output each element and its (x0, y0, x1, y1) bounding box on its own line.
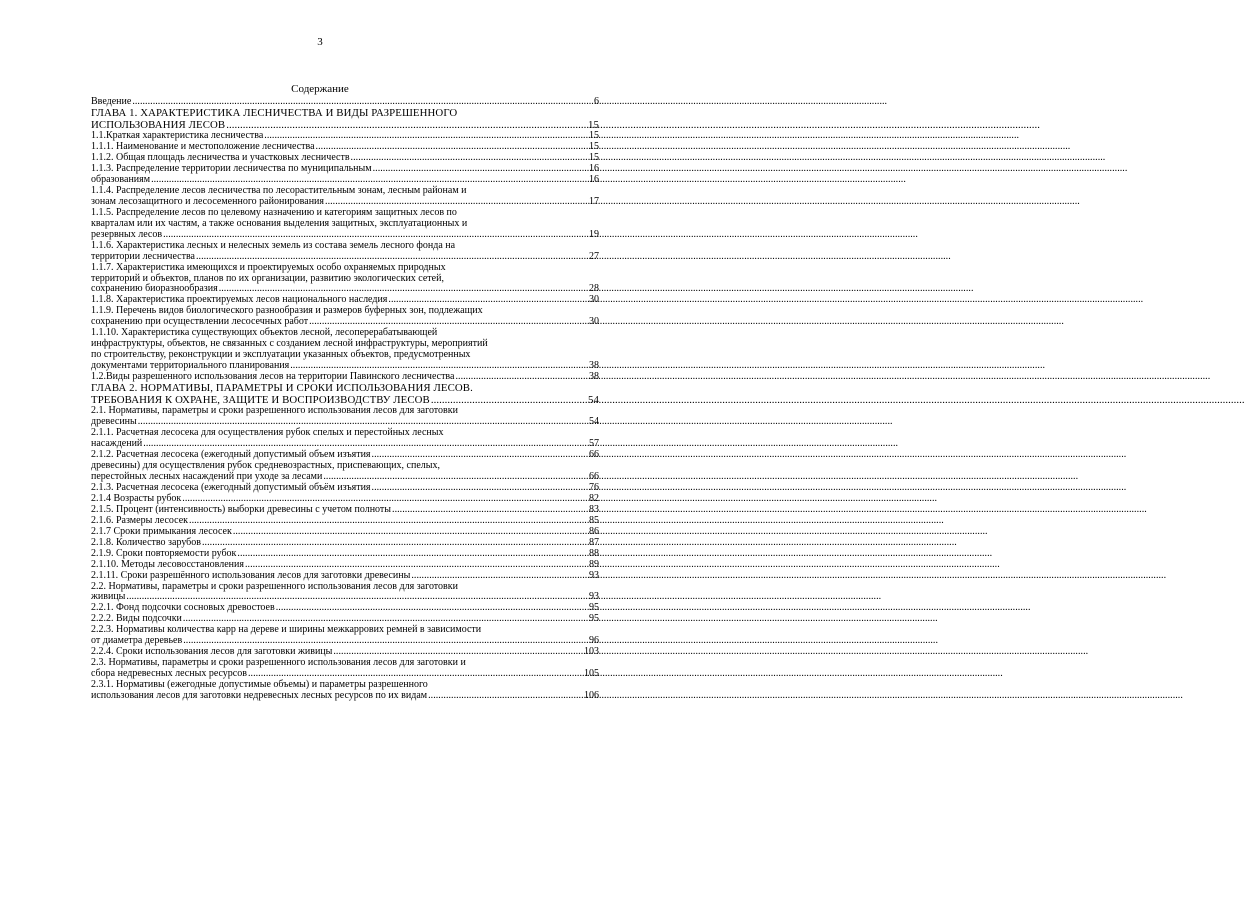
toc-page-number: 15 (589, 141, 599, 153)
toc-entry (91, 306, 599, 328)
toc-entry-text: 2.2.1. Фонд подсочки сосновых древостоев (91, 602, 275, 614)
toc-page-number: 95 (589, 602, 599, 614)
toc-page-number: 15 (589, 130, 599, 142)
toc-entry-text: резервных лесов (91, 228, 163, 240)
toc-entry (91, 241, 599, 263)
toc-entry-text: живицы (91, 591, 126, 603)
toc-page-number: 17 (589, 195, 599, 207)
toc-page-number: 106 (584, 690, 599, 702)
toc-entry (91, 461, 599, 483)
toc-page-number: 54 (589, 416, 599, 428)
toc-entry-text: 2.1.7 Сроки примыкания лесосек (91, 525, 232, 537)
toc-entry-text: 2.2.2. Виды подсочки (91, 613, 182, 625)
toc-page-number: 27 (589, 250, 599, 262)
toc-entry-text: 2.1.4 Возрасты рубок (91, 492, 182, 504)
toc-entry-text: насаждений (91, 438, 143, 450)
toc-entry-text: древесины (91, 416, 137, 428)
toc-entry-text: 2.1.2. Расчетная лесосека (ежегодный допустимый объем изъятия (91, 449, 371, 461)
toc-entry-text: территорий и объектов, планов по их организации, развитию экологических сетей, (91, 272, 444, 284)
toc-page-number: 57 (589, 438, 599, 450)
toc-page-number: 85 (589, 514, 599, 526)
toc-entry-text: зонам лесозащитного и лесосеменного районирования (91, 195, 325, 207)
toc-entry-text: перестойных лесных насаждений при уходе за лесами (91, 470, 323, 482)
toc-page-number: 86 (589, 525, 599, 537)
toc-entry (91, 208, 599, 241)
dot-leader (244, 560, 587, 571)
toc-entry-text: 2.1.9. Сроки повторяемости рубок (91, 547, 237, 559)
toc-entry (91, 549, 599, 560)
toc-title: Содержание (291, 83, 349, 95)
toc-entry-text: 1.1.8. Характеристика проектируемых лесов национального наследия (91, 294, 388, 306)
toc-page-number: 6 (594, 96, 599, 107)
toc-chapter-entry (91, 108, 599, 131)
toc-entry-text: 2.2.3. Нормативы количества карр на дереве и ширины межкаррових ремней в зависимости (91, 624, 482, 636)
toc-entry-text: образованиям (91, 173, 151, 185)
toc-entry (91, 571, 599, 582)
toc-chapter-entry (91, 383, 599, 406)
toc-entry-text: 2.1.8. Количество зарубов (91, 536, 201, 548)
dot-leader (427, 691, 582, 702)
toc-entry-text: 2.3.1. Нормативы (ежегодные допустимые объемы) и параметры разрешенного (91, 679, 428, 691)
toc-page-number: 93 (589, 569, 599, 581)
toc-entry-text: 2.1.1. Расчетная лесосека для осуществления рубок спелых и перестойных лесных (91, 427, 444, 439)
toc-entry-text: территории лесничества (91, 250, 195, 262)
toc-page-number: 105 (584, 668, 599, 680)
toc-entry-text: древесины) для осуществления рубок средневозрастных, приспевающих, спелых, (91, 460, 440, 472)
toc-entry-text: 2.1.3. Расчетная лесосека (ежегодный допустимый объём изъятия (91, 481, 371, 493)
toc-entry (91, 263, 599, 296)
toc-entry-text: ТРЕБОВАНИЯ К ОХРАНЕ, ЗАЩИТЕ И ВОСПРОИЗВОДСТВУ ЛЕСОВ (91, 393, 430, 406)
toc-entry-text: Введение (91, 96, 132, 107)
toc-entry-text: ГЛАВА 2. НОРМАТИВЫ, ПАРАМЕТРЫ И СРОКИ ИСПОЛЬЗОВАНИЯ ЛЕСОВ. (91, 382, 473, 395)
toc-entry-text: 1.1.7. Характеристика имеющихся и проектируемых особо охраняемых природных (91, 261, 446, 273)
toc-page-number: 15 (589, 152, 599, 164)
toc-entry-text: сохранению биоразнообразия (91, 283, 218, 295)
toc-entry-text: по строительству, реконструкции и эксплуатации указанных объектов, предусмотренных (91, 349, 471, 361)
toc-entry-text: 1.1.Краткая характеристика лесничества (91, 130, 264, 142)
toc-entry-text: 2.1.10. Методы лесовосстановления (91, 558, 244, 570)
toc-entry (91, 560, 599, 571)
toc-entry-text: 1.1.6. Характеристика лесных и нелесных земель из состава земель лесного фонда на (91, 239, 456, 251)
toc-entry-text: документами территориального планирования (91, 360, 290, 372)
toc-page-number: 66 (589, 470, 599, 482)
toc-entry-text: 1.1.9. Перечень видов биологического разнообразия и размеров буферных зон, подлежащих (91, 305, 483, 317)
toc-entry (91, 186, 599, 208)
toc-entry (91, 680, 599, 702)
toc-entry (91, 658, 599, 680)
toc-entry-text: сохранению при осуществлении лесосечных работ (91, 316, 309, 328)
toc-entry-text: ИСПОЛЬЗОВАНИЯ ЛЕСОВ (91, 118, 226, 131)
toc-entry (91, 428, 599, 450)
toc-page-number: 30 (589, 294, 599, 306)
toc-entry-text: 2.3. Нормативы, параметры и сроки разрешенного использования лесов для заготовки и (91, 657, 466, 669)
toc-entry-text: 1.1.10. Характеристика существующих объектов лесной, лесоперерабатывающей (91, 327, 438, 339)
toc-entry (91, 625, 599, 647)
toc-entry-text: использования лесов для заготовки недревесных лесных ресурсов по их видам (91, 690, 428, 702)
dot-leader (410, 571, 587, 582)
dot-leader (454, 372, 587, 383)
toc-page-number: 38 (589, 360, 599, 372)
toc-page-number: 16 (589, 163, 599, 174)
toc-entry-text: 1.1.2. Общая площадь лесничества и участковых лесничеств (91, 152, 350, 164)
toc-entry (91, 582, 599, 604)
toc-entry-text: 2.1.6. Размеры лесосек (91, 514, 189, 526)
toc-page-number: 82 (589, 492, 599, 504)
toc-page-number: 83 (589, 503, 599, 515)
toc-entry-text: инфраструктуры, объектов, не связанных с созданием лесной инфраструктуры, мероприятий (91, 338, 488, 350)
toc-page-number: 88 (589, 547, 599, 559)
toc-page-number: 54 (588, 393, 599, 406)
toc-entry (91, 538, 599, 549)
toc-page-number: 96 (589, 635, 599, 647)
toc-entry-text: 2.1.5. Процент (интенсивность) выборки древесины с учетом полноты (91, 503, 392, 515)
toc-page-number: 89 (589, 558, 599, 570)
toc-entry-text: 2.2. Нормативы, параметры и сроки разрешенного использования лесов для заготовки (91, 580, 458, 592)
dot-leader (201, 538, 587, 549)
page-number: 3 (317, 36, 323, 48)
toc-entry (91, 406, 599, 428)
toc-entry-text: 1.1.4. Распределение лесов лесничества по лесорастительным зонам, лесным районам и (91, 184, 467, 196)
toc-page-number: 95 (589, 613, 599, 625)
toc-entry-text: 2.1.11. Сроки разрешённого использования лесов для заготовки древесины (91, 569, 411, 581)
toc-page-number: 28 (589, 283, 599, 295)
toc-entry-text: сбора недревесных лесных ресурсов (91, 668, 247, 680)
toc-entry-text: 1.1.3. Распределение территории лесничества по муниципальным (91, 163, 372, 174)
toc-entry-text: 2.1. Нормативы, параметры и сроки разрешенного использования лесов для заготовки (91, 405, 458, 417)
toc-page-number: 15 (588, 118, 599, 131)
toc-entry-text: 1.1.5. Распределение лесов по целевому назначению и категориям защитных лесов по (91, 206, 457, 218)
toc-entry-text: 1.1.1. Наименование и местоположение лесничества (91, 141, 315, 153)
toc-page-number: 87 (589, 536, 599, 548)
dot-leader (195, 252, 587, 263)
toc-page-number: 66 (589, 449, 599, 461)
toc-page-number: 38 (589, 371, 599, 383)
toc-page-number: 103 (584, 646, 599, 658)
toc-entry-text: кварталам или их частям, а также основания выделения защитных, эксплуатационных и (91, 217, 468, 229)
toc-entry-text: ГЛАВА 1. ХАРАКТЕРИСТИКА ЛЕСНИЧЕСТВА И ВИДЫ РАЗРЕШЕННОГО (91, 106, 458, 119)
toc-page-number: 19 (589, 228, 599, 240)
toc-entry (91, 328, 599, 372)
toc-entry-text: 1.2.Виды разрешенного использования лесов на территории Павинского лесничества (91, 371, 455, 383)
toc-entry-text: от диаметра деревьев (91, 635, 183, 647)
dot-leader (236, 549, 587, 560)
toc-page-number: 76 (589, 481, 599, 493)
toc-page-number: 30 (589, 316, 599, 328)
toc-page-number: 93 (589, 591, 599, 603)
table-of-contents (91, 97, 599, 702)
toc-page-number: 16 (589, 173, 599, 185)
toc-entry-text: 2.2.4. Сроки использования лесов для заготовки живицы (91, 646, 333, 658)
